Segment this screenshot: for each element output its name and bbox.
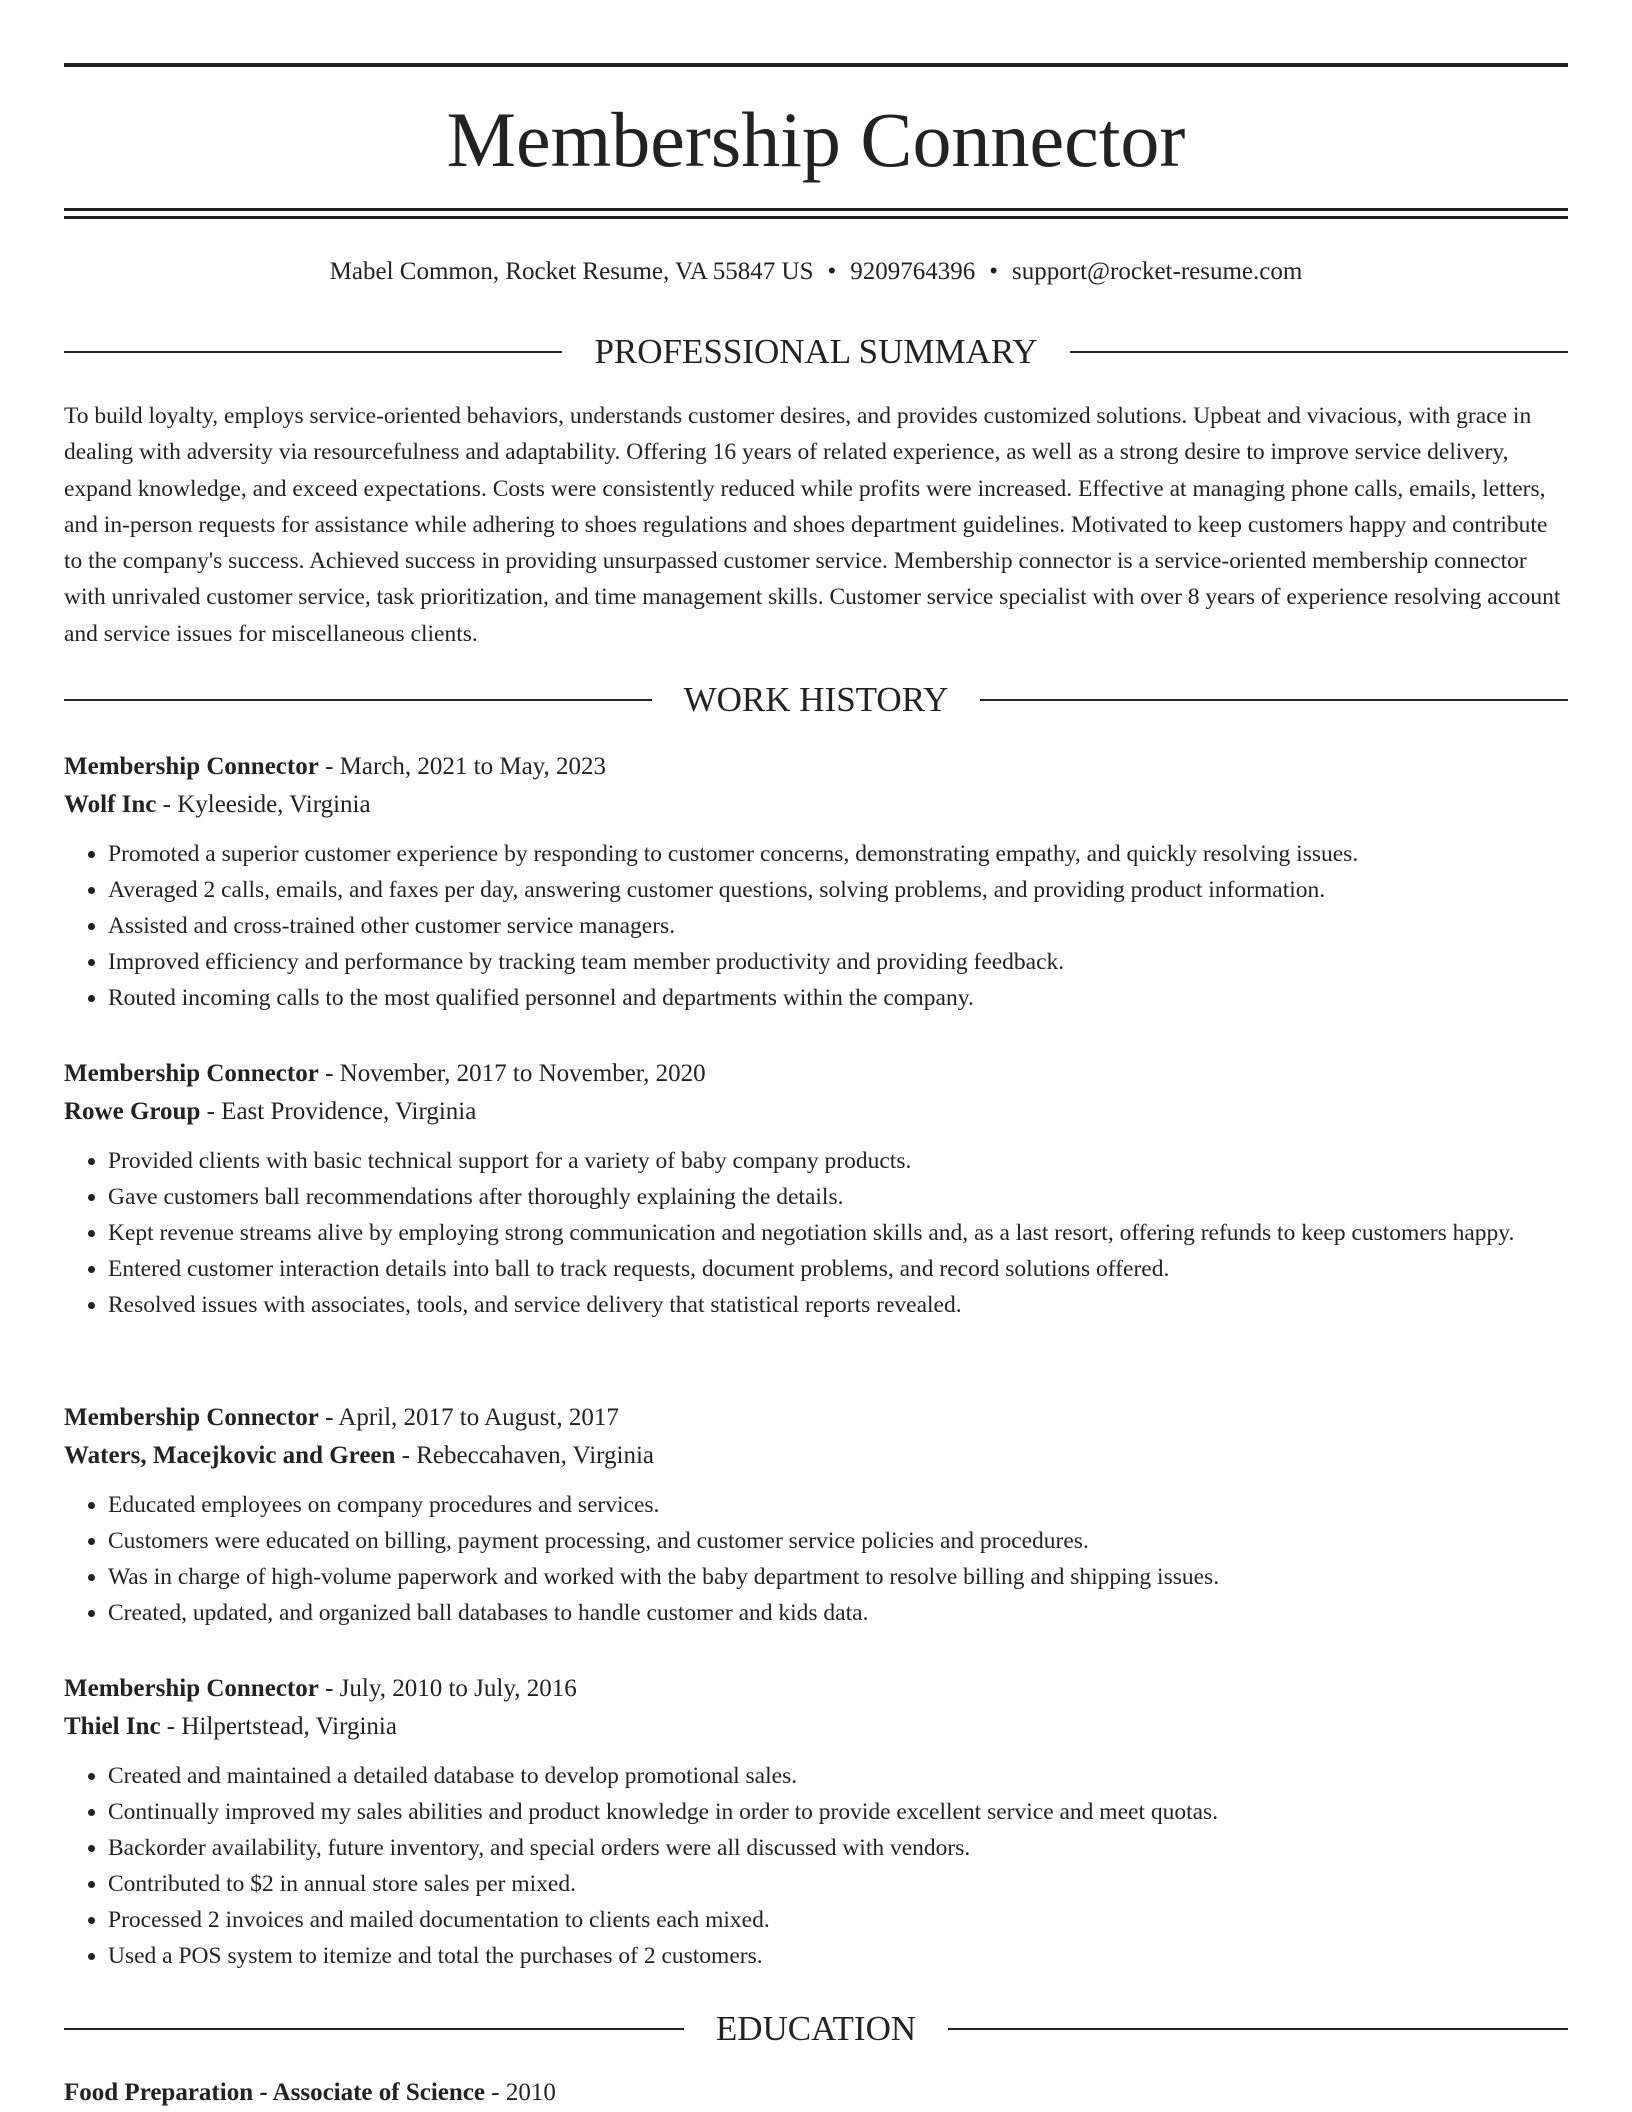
job-bullet: • Kept revenue streams alive by employing strong communication and negotiation skills and, as a last resort, offering refunds to keep customers happy. — [108, 1215, 1568, 1251]
job-title: Membership Connector — [64, 1060, 319, 1087]
job-bullets — [64, 836, 1568, 1016]
heading-rule-left — [64, 2028, 684, 2030]
header-double-rule-upper — [64, 208, 1568, 211]
contact-separator: • — [989, 258, 999, 285]
education-heading — [64, 2007, 1568, 2051]
contact-separator: • — [827, 258, 837, 285]
job-bullet: • Educated employees on company procedures and services. — [108, 1487, 1568, 1523]
job-bullet: • Created, updated, and organized ball databases to handle customer and kids data. — [108, 1595, 1568, 1631]
job-company: Wolf Inc — [64, 791, 157, 818]
job-company: Thiel Inc — [64, 1713, 161, 1740]
job-location: - Kyleeside, Virginia — [156, 791, 371, 818]
job-company: Waters, Macejkovic and Green — [64, 1442, 396, 1469]
heading-rule-right — [948, 2028, 1568, 2030]
heading-rule-left — [64, 699, 652, 701]
job-bullet: • Backorder availability, future inventory, and special orders were all discussed with vendors. — [108, 1830, 1568, 1866]
contact-line — [64, 254, 1568, 290]
job-title-line — [64, 1055, 1568, 1093]
job-bullet: • Continually improved my sales abilities and product knowledge in order to provide excellent service and meet quotas. — [108, 1794, 1568, 1830]
job-company: Rowe Group — [64, 1098, 201, 1125]
job-company-line — [64, 1708, 1568, 1746]
job-title: Membership Connector — [64, 753, 319, 780]
job-title-line — [64, 1670, 1568, 1708]
job-company-line — [64, 1093, 1568, 1131]
heading-rule-left — [64, 351, 562, 353]
job-dates: - July, 2010 to July, 2016 — [318, 1675, 577, 1702]
heading-rule-right — [980, 699, 1568, 701]
job-bullet: • Processed 2 invoices and mailed documentation to clients each mixed. — [108, 1902, 1568, 1938]
job-title-line — [64, 1399, 1568, 1437]
job-location: - Hilpertstead, Virginia — [160, 1713, 397, 1740]
summary-text: To build loyalty, employs service-oriented behaviors, understands customer desires, and provides customized solutions. Upbeat and vivacious, with grace in dealing with adversity via resourcefulness and adaptability. Offering 16 years of related experience, as well as a strong desire to improve service delivery, expand knowledge, and exceed expectations. Costs were consistently reduced while profits were increased. Effective at managing phone calls, emails, letters, and in-person requests for assistance while adhering to shoes regulations and shoes department guidelines. Motivated to keep customers happy and contribute to the company's success. Achieved success in providing unsurpassed customer service. Membership connector is a service-oriented membership connector with unrivaled customer service, task prioritization, and time management skills. Customer service specialist with over 8 years of experience resolving account and service issues for miscellaneous clients. — [64, 403, 1561, 647]
heading-rule-right — [1070, 351, 1568, 353]
job-bullet: • Created and maintained a detailed database to develop promotional sales. — [108, 1758, 1568, 1794]
education-year: - 2010 — [485, 2079, 556, 2106]
work-history-heading — [64, 678, 1568, 722]
education-degree: Food Preparation - Associate of Science — [64, 2079, 485, 2106]
job-bullet: • Resolved issues with associates, tools, and service delivery that statistical reports revealed. — [108, 1287, 1568, 1323]
education-heading-text: EDUCATION — [715, 2009, 917, 2048]
contact-email: support@rocket-resume.com — [1012, 258, 1303, 285]
job-bullets — [64, 1143, 1568, 1323]
job-bullet: • Averaged 2 calls, emails, and faxes per day, answering customer questions, solving problems, and providing product information. — [108, 872, 1568, 908]
job-entry — [64, 748, 1568, 1016]
contact-phone: 9209764396 — [850, 258, 976, 285]
job-bullet: • Provided clients with basic technical support for a variety of baby company products. — [108, 1143, 1568, 1179]
work-history-heading-text: WORK HISTORY — [683, 680, 949, 719]
job-bullets — [64, 1758, 1568, 1974]
job-title-line — [64, 748, 1568, 786]
job-entry — [64, 1670, 1568, 1974]
job-company-line — [64, 1437, 1568, 1475]
job-bullet: • Was in charge of high-volume paperwork and worked with the baby department to resolve billing and shipping issues. — [108, 1559, 1568, 1595]
job-dates: - March, 2021 to May, 2023 — [318, 753, 607, 780]
header-top-rule — [64, 63, 1568, 67]
resume-title: Membership Connector — [446, 96, 1186, 183]
job-bullets — [64, 1487, 1568, 1631]
job-bullet: • Improved efficiency and performance by tracking team member productivity and providing feedback. — [108, 944, 1568, 980]
education-entry — [64, 2074, 1568, 2112]
summary-heading — [64, 330, 1568, 374]
job-bullet: • Promoted a superior customer experience by responding to customer concerns, demonstrating empathy, and quickly resolving issues. — [108, 836, 1568, 872]
contact-address: Mabel Common, Rocket Resume, VA 55847 US — [329, 258, 814, 285]
job-title: Membership Connector — [64, 1675, 319, 1702]
job-location: - Rebeccahaven, Virginia — [395, 1442, 655, 1469]
header-double-rule-lower — [64, 216, 1568, 219]
job-dates: - November, 2017 to November, 2020 — [318, 1060, 706, 1087]
job-bullet: • Gave customers ball recommendations after thoroughly explaining the details. — [108, 1179, 1568, 1215]
job-company-line — [64, 786, 1568, 824]
job-bullet: • Routed incoming calls to the most qualified personnel and departments within the company. — [108, 980, 1568, 1016]
job-entry — [64, 1055, 1568, 1323]
job-location: - East Providence, Virginia — [200, 1098, 477, 1125]
job-bullet: • Customers were educated on billing, payment processing, and customer service policies and procedures. — [108, 1523, 1568, 1559]
job-entry — [64, 1399, 1568, 1631]
job-dates: - April, 2017 to August, 2017 — [318, 1404, 619, 1431]
job-bullet: • Entered customer interaction details into ball to track requests, document problems, and record solutions offered. — [108, 1251, 1568, 1287]
job-title: Membership Connector — [64, 1404, 319, 1431]
summary-heading-text: PROFESSIONAL SUMMARY — [594, 332, 1038, 371]
job-bullet: • Used a POS system to itemize and total the purchases of 2 customers. — [108, 1938, 1568, 1974]
job-bullet: • Contributed to $2 in annual store sales per mixed. — [108, 1866, 1568, 1902]
job-bullet: • Assisted and cross-trained other customer service managers. — [108, 908, 1568, 944]
